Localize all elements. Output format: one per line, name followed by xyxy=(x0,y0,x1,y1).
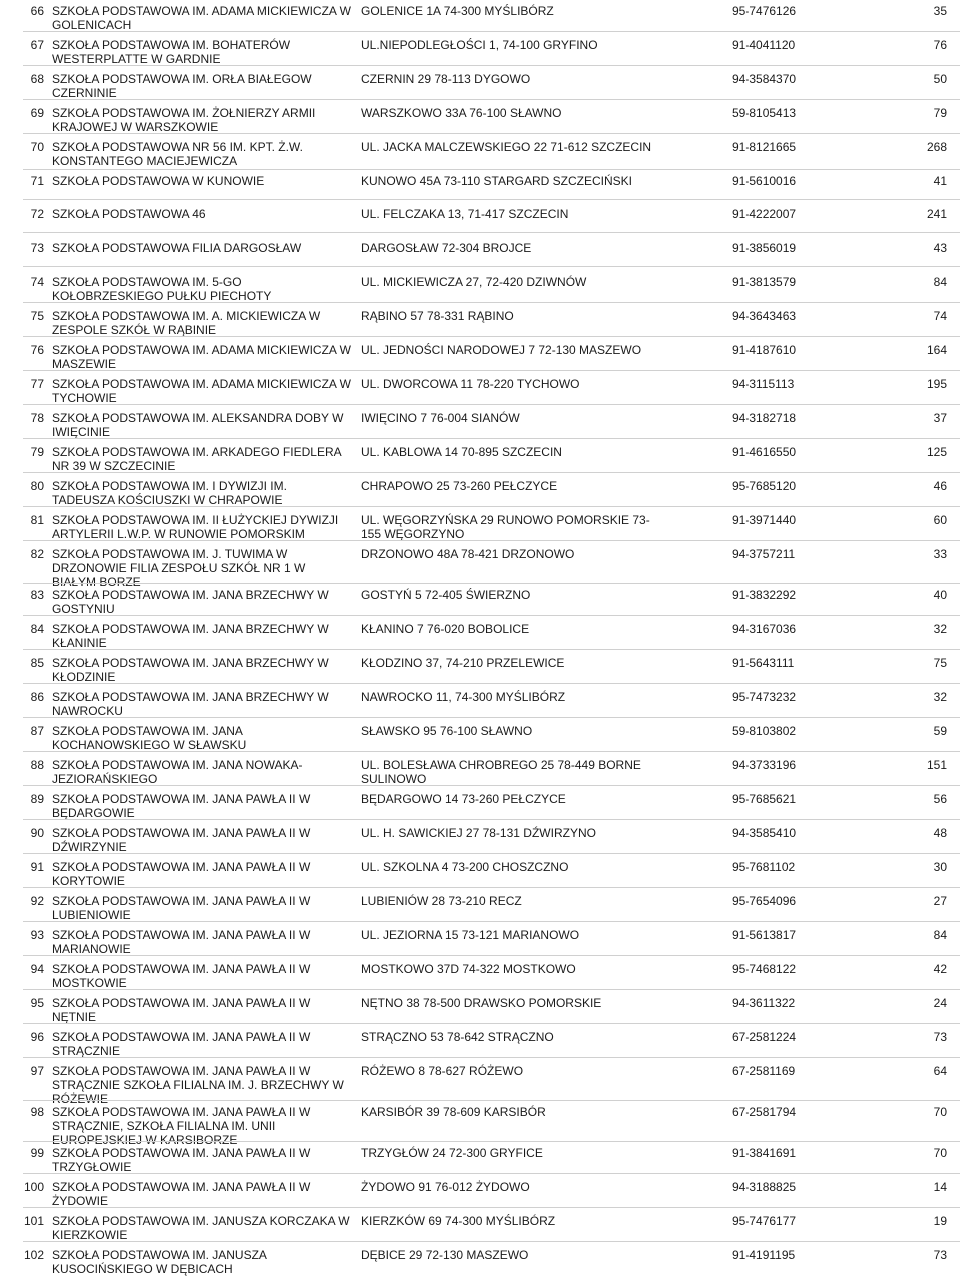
table-row xyxy=(0,411,960,439)
table-row xyxy=(0,690,960,718)
school-name: SZKOŁA PODSTAWOWA IM. 5-GO KOŁOBRZESKIEGO PUŁKU PIECHOTY xyxy=(52,275,272,303)
school-address: DRZONOWO 48A 78-421 DRZONOWO xyxy=(361,547,575,561)
student-count: 46 xyxy=(933,479,947,493)
school-address: UL. SZKOLNA 4 73-200 CHOSZCZNO xyxy=(361,860,569,874)
school-address: UL. H. SAWICKIEJ 27 78-131 DŹWIRZYNO xyxy=(361,826,596,840)
school-name: SZKOŁA PODSTAWOWA IM. JANA PAWŁA II W KORYTOWIE xyxy=(52,860,311,888)
table-row xyxy=(0,513,960,541)
row-number: 97 xyxy=(30,1064,44,1078)
school-address: ŻYDOWO 91 76-012 ŻYDOWO xyxy=(361,1180,530,1194)
school-phone: 95-7476177 xyxy=(732,1214,797,1228)
student-count: 35 xyxy=(933,4,947,18)
student-count: 32 xyxy=(933,690,947,704)
school-name: SZKOŁA PODSTAWOWA IM. ADAMA MICKIEWICZA W MASZEWIE xyxy=(52,343,351,371)
row-number: 68 xyxy=(30,72,44,86)
row-number: 74 xyxy=(30,275,44,289)
school-name: SZKOŁA PODSTAWOWA IM. JANUSZA KUSOCIŃSKIEGO W DĘBICACH xyxy=(52,1248,267,1276)
row-number: 70 xyxy=(30,140,44,154)
student-count: 42 xyxy=(933,962,947,976)
school-address: RĄBINO 57 78-331 RĄBINO xyxy=(361,309,514,323)
school-address: TRZYGŁÓW 24 72-300 GRYFICE xyxy=(361,1146,543,1160)
student-count: 37 xyxy=(933,411,947,425)
table-row xyxy=(0,207,960,233)
school-address: UL. DWORCOWA 11 78-220 TYCHOWO xyxy=(361,377,580,391)
row-number: 90 xyxy=(30,826,44,840)
row-number: 81 xyxy=(30,513,44,527)
table-row xyxy=(0,377,960,405)
school-phone: 67-2581169 xyxy=(732,1064,796,1078)
school-address: UL. WĘGORZYŃSKA 29 RUNOWO POMORSKIE 73-155 WĘGORZYNO xyxy=(361,513,650,541)
student-count: 151 xyxy=(926,758,947,772)
school-name: SZKOŁA PODSTAWOWA NR 56 IM. KPT. Ż.W. KONSTANTEGO MACIEJEWICZA xyxy=(52,140,303,168)
school-address: UL. JEZIORNA 15 73-121 MARIANOWO xyxy=(361,928,580,942)
school-name: SZKOŁA PODSTAWOWA IM. JANA PAWŁA II W STRĄCZNIE xyxy=(52,1030,311,1058)
school-address: UL. MICKIEWICZA 27, 72-420 DZIWNÓW xyxy=(361,275,587,289)
row-number: 91 xyxy=(30,860,44,874)
table-row xyxy=(0,656,960,684)
student-count: 24 xyxy=(933,996,947,1010)
row-number: 75 xyxy=(30,309,44,323)
school-name: SZKOŁA PODSTAWOWA IM. JANA PAWŁA II W NĘTNIE xyxy=(52,996,311,1024)
table-row xyxy=(0,275,960,303)
table-row xyxy=(0,1064,960,1106)
school-name: SZKOŁA PODSTAWOWA IM. JANA BRZECHWY W KŁANINIE xyxy=(52,622,329,650)
school-phone: 91-5643111 xyxy=(732,656,795,670)
school-phone: 94-3182718 xyxy=(732,411,797,425)
table-row xyxy=(0,928,960,956)
school-phone: 91-4222007 xyxy=(732,207,797,221)
school-phone: 91-3813579 xyxy=(732,275,797,289)
school-address: LUBIENIÓW 28 73-210 RECZ xyxy=(361,894,522,908)
student-count: 70 xyxy=(933,1146,947,1160)
table-row xyxy=(0,106,960,134)
row-number: 73 xyxy=(30,241,44,255)
school-address: UL. FELCZAKA 13, 71-417 SZCZECIN xyxy=(361,207,569,221)
school-name: SZKOŁA PODSTAWOWA IM. JANA PAWŁA II W ŻYDOWIE xyxy=(52,1180,311,1208)
student-count: 27 xyxy=(933,894,947,908)
row-number: 101 xyxy=(24,1214,45,1228)
table-row xyxy=(0,962,960,990)
table-row xyxy=(0,860,960,888)
row-number: 83 xyxy=(30,588,44,602)
row-number: 102 xyxy=(24,1248,45,1262)
school-address: STRĄCZNO 53 78-642 STRĄCZNO xyxy=(361,1030,554,1044)
school-name: SZKOŁA PODSTAWOWA IM. A. MICKIEWICZA W ZESPOLE SZKÓŁ W RĄBINIE xyxy=(52,309,321,337)
school-address: MOSTKOWO 37D 74-322 MOSTKOWO xyxy=(361,962,576,976)
school-name: SZKOŁA PODSTAWOWA IM. II ŁUŻYCKIEJ DYWIZJI ARTYLERII L.W.P. W RUNOWIE POMORSKIM xyxy=(52,513,339,541)
school-phone: 95-7468122 xyxy=(732,962,797,976)
school-address: CHRAPOWO 25 73-260 PEŁCZYCE xyxy=(361,479,558,493)
school-address: UL. KABLOWA 14 70-895 SZCZECIN xyxy=(361,445,562,459)
school-name: SZKOŁA PODSTAWOWA IM. JANA KOCHANOWSKIEGO W SŁAWSKU xyxy=(52,724,247,752)
table-row xyxy=(0,996,960,1024)
school-phone: 91-3832292 xyxy=(732,588,797,602)
table-row xyxy=(0,792,960,820)
student-count: 125 xyxy=(926,445,947,459)
school-name: SZKOŁA PODSTAWOWA IM. JANA PAWŁA II W STRĄCZNIE, SZKOŁA FILIALNA IM. UNII EUROPEJSKIEJ W KARSIBORZE xyxy=(52,1105,311,1147)
school-phone: 91-3856019 xyxy=(732,241,797,255)
student-count: 48 xyxy=(933,826,947,840)
school-name: SZKOŁA PODSTAWOWA IM. JANA PAWŁA II W TRZYGŁOWIE xyxy=(52,1146,311,1174)
table-row xyxy=(0,588,960,616)
school-phone: 91-4041120 xyxy=(732,38,796,52)
table-row xyxy=(0,174,960,200)
school-name: SZKOŁA PODSTAWOWA IM. JANUSZA KORCZAKA W KIERZKOWIE xyxy=(52,1214,350,1242)
student-count: 74 xyxy=(933,309,947,323)
school-address: WARSZKOWO 33A 76-100 SŁAWNO xyxy=(361,106,562,120)
student-count: 76 xyxy=(933,38,947,52)
school-phone: 94-3585410 xyxy=(732,826,797,840)
school-phone: 91-5613817 xyxy=(732,928,797,942)
school-name: SZKOŁA PODSTAWOWA IM. ORŁA BIAŁEGOW CZERNINIE xyxy=(52,72,312,100)
school-phone: 67-2581794 xyxy=(732,1105,797,1119)
row-number: 93 xyxy=(30,928,44,942)
school-address: KŁANINO 7 76-020 BOBOLICE xyxy=(361,622,530,636)
school-address: UL. JEDNOŚCI NARODOWEJ 7 72-130 MASZEWO xyxy=(361,343,642,357)
school-address: IWIĘCINO 7 76-004 SIANÓW xyxy=(361,411,520,425)
table-row xyxy=(0,1248,960,1276)
table-row xyxy=(0,894,960,922)
school-address: GOSTYŃ 5 72-405 ŚWIERZNO xyxy=(361,588,531,602)
school-phone: 59-8105413 xyxy=(732,106,797,120)
row-number: 78 xyxy=(30,411,44,425)
table-row xyxy=(0,724,960,752)
school-name: SZKOŁA PODSTAWOWA IM. ŻOŁNIERZY ARMII KRAJOWEJ W WARSZKOWIE xyxy=(52,106,316,134)
school-address: UL. BOLESŁAWA CHROBREGO 25 78-449 BORNE SULINOWO xyxy=(361,758,641,786)
school-name: SZKOŁA PODSTAWOWA IM. ARKADEGO FIEDLERA NR 39 W SZCZECINIE xyxy=(52,445,341,473)
school-address: GOLENICE 1A 74-300 MYŚLIBÓRZ xyxy=(361,4,554,18)
table-row xyxy=(0,343,960,371)
row-number: 80 xyxy=(30,479,44,493)
row-number: 82 xyxy=(30,547,44,561)
row-number: 67 xyxy=(30,38,44,52)
table-row xyxy=(0,547,960,589)
row-number: 89 xyxy=(30,792,44,806)
row-number: 96 xyxy=(30,1030,44,1044)
school-name: SZKOŁA PODSTAWOWA IM. JANA PAWŁA II W LUBIENIOWIE xyxy=(52,894,311,922)
student-count: 75 xyxy=(933,656,947,670)
student-count: 79 xyxy=(933,106,947,120)
school-phone: 91-3841691 xyxy=(732,1146,797,1160)
school-phone: 91-4187610 xyxy=(732,343,797,357)
table-row xyxy=(0,38,960,66)
student-count: 164 xyxy=(926,343,947,357)
school-name: SZKOŁA PODSTAWOWA IM. ADAMA MICKIEWICZA W TYCHOWIE xyxy=(52,377,351,405)
student-count: 70 xyxy=(933,1105,947,1119)
student-count: 56 xyxy=(933,792,947,806)
school-address: KUNOWO 45A 73-110 STARGARD SZCZECIŃSKI xyxy=(361,174,632,188)
school-address: NAWROCKO 11, 74-300 MYŚLIBÓRZ xyxy=(361,690,566,704)
row-number: 84 xyxy=(30,622,44,636)
table-row xyxy=(0,1105,960,1147)
school-address: DARGOSŁAW 72-304 BROJCE xyxy=(361,241,532,255)
school-phone: 91-3971440 xyxy=(732,513,797,527)
student-count: 43 xyxy=(933,241,947,255)
table-row xyxy=(0,1214,960,1242)
school-address: BĘDARGOWO 14 73-260 PEŁCZYCE xyxy=(361,792,566,806)
student-count: 73 xyxy=(933,1030,947,1044)
school-address: KIERZKÓW 69 74-300 MYŚLIBÓRZ xyxy=(361,1214,556,1228)
table-row xyxy=(0,241,960,267)
student-count: 60 xyxy=(933,513,947,527)
school-name: SZKOŁA PODSTAWOWA IM. JANA PAWŁA II W DŹWIRZYNIE xyxy=(52,826,311,854)
student-count: 50 xyxy=(933,72,947,86)
school-phone: 94-3584370 xyxy=(732,72,797,86)
row-number: 85 xyxy=(30,656,44,670)
school-phone: 95-7473232 xyxy=(732,690,797,704)
student-count: 59 xyxy=(933,724,947,738)
student-count: 241 xyxy=(926,207,947,221)
school-address: NĘTNO 38 78-500 DRAWSKO POMORSKIE xyxy=(361,996,602,1010)
student-count: 14 xyxy=(933,1180,947,1194)
student-count: 195 xyxy=(926,377,947,391)
school-phone: 95-7654096 xyxy=(732,894,797,908)
school-phone: 59-8103802 xyxy=(732,724,797,738)
school-name: SZKOŁA PODSTAWOWA IM. JANA BRZECHWY W GOSTYNIU xyxy=(52,588,329,616)
school-phone: 91-4616550 xyxy=(732,445,797,459)
school-phone: 95-7476126 xyxy=(732,4,797,18)
school-address: RÓŻEWO 8 78-627 RÓŻEWO xyxy=(361,1064,524,1078)
student-count: 32 xyxy=(933,622,947,636)
row-number: 66 xyxy=(30,4,44,18)
school-name: SZKOŁA PODSTAWOWA IM. J. TUWIMA W DRZONOWIE FILIA ZESPOŁU SZKÓŁ NR 1 W BIAŁYM BORZE xyxy=(52,547,306,589)
row-number: 79 xyxy=(30,445,44,459)
school-name: SZKOŁA PODSTAWOWA IM. JANA NOWAKA-JEZIORAŃSKIEGO xyxy=(52,758,303,786)
school-phone: 94-3115113 xyxy=(732,377,795,391)
student-count: 33 xyxy=(933,547,947,561)
school-phone: 94-3188825 xyxy=(732,1180,797,1194)
table-row xyxy=(0,140,960,170)
school-name: SZKOŁA PODSTAWOWA IM. JANA PAWŁA II W STRĄCZNIE SZKOŁA FILIALNA IM. J. BRZECHWY W RÓŻEWIE xyxy=(52,1064,344,1106)
row-number: 69 xyxy=(30,106,44,120)
school-name: SZKOŁA PODSTAWOWA IM. I DYWIZJI IM. TADEUSZA KOŚCIUSZKI W CHRAPOWIE xyxy=(52,479,287,507)
school-address: KŁODZINO 37, 74-210 PRZELEWICE xyxy=(361,656,565,670)
school-name: SZKOŁA PODSTAWOWA IM. BOHATERÓW WESTERPLATTE W GARDNIE xyxy=(52,38,291,66)
school-phone: 94-3757211 xyxy=(732,547,796,561)
school-name: SZKOŁA PODSTAWOWA IM. JANA BRZECHWY W KŁODZINIE xyxy=(52,656,329,684)
school-name: SZKOŁA PODSTAWOWA IM. ADAMA MICKIEWICZA W GOLENICACH xyxy=(52,4,351,32)
student-count: 64 xyxy=(933,1064,947,1078)
school-phone: 94-3643463 xyxy=(732,309,797,323)
row-number: 76 xyxy=(30,343,44,357)
student-count: 268 xyxy=(926,140,947,154)
row-number: 100 xyxy=(24,1180,45,1194)
school-phone: 67-2581224 xyxy=(732,1030,797,1044)
table-row xyxy=(0,1146,960,1174)
table-row xyxy=(0,1030,960,1058)
table-row xyxy=(0,445,960,473)
table-row xyxy=(0,758,960,786)
table-row xyxy=(0,622,960,650)
school-name: SZKOŁA PODSTAWOWA IM. JANA BRZECHWY W NAWROCKU xyxy=(52,690,329,718)
school-name: SZKOŁA PODSTAWOWA W KUNOWIE xyxy=(52,174,265,188)
school-name: SZKOŁA PODSTAWOWA 46 xyxy=(52,207,206,221)
school-name: SZKOŁA PODSTAWOWA IM. JANA PAWŁA II W MOSTKOWIE xyxy=(52,962,311,990)
student-count: 41 xyxy=(933,174,947,188)
student-count: 73 xyxy=(933,1248,947,1262)
school-name: SZKOŁA PODSTAWOWA IM. JANA PAWŁA II W MARIANOWIE xyxy=(52,928,311,956)
row-number: 92 xyxy=(30,894,44,908)
row-number: 86 xyxy=(30,690,44,704)
row-number: 95 xyxy=(30,996,44,1010)
table-row xyxy=(0,4,960,32)
school-phone: 91-5610016 xyxy=(732,174,797,188)
school-phone: 95-7685120 xyxy=(732,479,797,493)
row-number: 99 xyxy=(30,1146,44,1160)
student-count: 84 xyxy=(933,275,947,289)
school-name: SZKOŁA PODSTAWOWA IM. JANA PAWŁA II W BĘDARGOWIE xyxy=(52,792,311,820)
row-number: 71 xyxy=(30,174,44,188)
table-row xyxy=(0,1180,960,1208)
school-phone: 95-7681102 xyxy=(732,860,796,874)
school-name: SZKOŁA PODSTAWOWA IM. ALEKSANDRA DOBY W IWIĘCINIE xyxy=(52,411,344,439)
row-number: 88 xyxy=(30,758,44,772)
school-phone: 91-4191195 xyxy=(732,1248,796,1262)
table-row xyxy=(0,309,960,337)
school-phone: 94-3167036 xyxy=(732,622,797,636)
row-number: 77 xyxy=(30,377,44,391)
school-address: KARSIBÓR 39 78-609 KARSIBÓR xyxy=(361,1105,546,1119)
row-number: 94 xyxy=(30,962,44,976)
row-number: 72 xyxy=(30,207,44,221)
school-phone: 95-7685621 xyxy=(732,792,797,806)
school-phone: 94-3611322 xyxy=(732,996,796,1010)
table-row xyxy=(0,479,960,507)
table-row xyxy=(0,72,960,100)
school-phone: 91-8121665 xyxy=(732,140,797,154)
school-address: DĘBICE 29 72-130 MASZEWO xyxy=(361,1248,529,1262)
student-count: 40 xyxy=(933,588,947,602)
table-row xyxy=(0,826,960,854)
school-phone: 94-3733196 xyxy=(732,758,797,772)
school-name: SZKOŁA PODSTAWOWA FILIA DARGOSŁAW xyxy=(52,241,302,255)
student-count: 84 xyxy=(933,928,947,942)
school-address: UL. JACKA MALCZEWSKIEGO 22 71-612 SZCZECIN xyxy=(361,140,652,154)
school-address: UL.NIEPODLEGŁOŚCI 1, 74-100 GRYFINO xyxy=(361,38,598,52)
school-address: SŁAWSKO 95 76-100 SŁAWNO xyxy=(361,724,533,738)
student-count: 19 xyxy=(933,1214,947,1228)
school-address: CZERNIN 29 78-113 DYGOWO xyxy=(361,72,531,86)
row-number: 87 xyxy=(30,724,44,738)
student-count: 30 xyxy=(933,860,947,874)
row-number: 98 xyxy=(30,1105,44,1119)
